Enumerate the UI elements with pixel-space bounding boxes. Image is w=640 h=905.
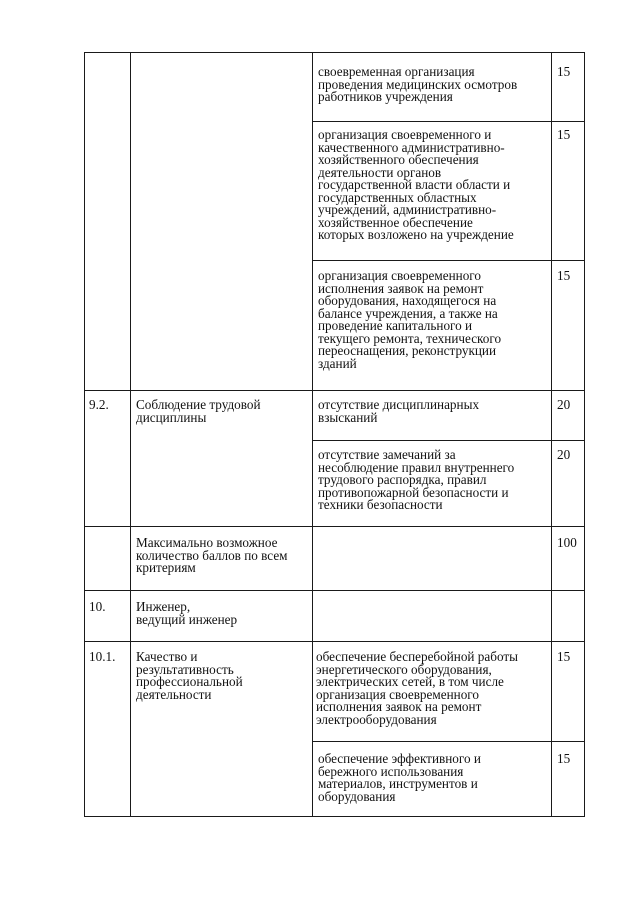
row-number: 10.1. bbox=[89, 649, 116, 664]
indicator-divider bbox=[312, 440, 585, 441]
column-divider-2 bbox=[312, 52, 313, 816]
indicator-text: отсутствие дисциплинарных взысканий bbox=[318, 397, 480, 425]
indicator-score: 15 bbox=[557, 64, 571, 79]
indicator-divider bbox=[312, 260, 585, 261]
column-divider-1 bbox=[130, 52, 131, 816]
indicator-score: 15 bbox=[557, 268, 571, 283]
indicator-text: отсутствие замечаний за несоблюдение правил внутреннего трудового распорядка, правил противопожарной безопасности и техники безопасности bbox=[318, 447, 515, 512]
row-divider bbox=[84, 390, 585, 391]
criterion-text: Инженер, ведущий инженер bbox=[136, 599, 238, 627]
row-number: 9.2. bbox=[89, 397, 109, 412]
criterion-text: Качество и результативность профессиональной деятельности bbox=[136, 649, 243, 702]
indicator-text: организация своевременного исполнения заявок на ремонт оборудования, находящегося на балансе учреждения, а также на проведение капитального и текущего ремонта, технического переоснащения, реконструкции зданий bbox=[318, 268, 502, 371]
table-border-left bbox=[84, 52, 85, 816]
row-number: 10. bbox=[89, 599, 106, 614]
row-divider bbox=[84, 526, 585, 527]
indicator-text: обеспечение эффективного и бережного использования материалов, инструментов и оборудования bbox=[318, 751, 481, 804]
row-divider bbox=[84, 590, 585, 591]
indicator-text: обеспечение бесперебойной работы энергетического оборудования, электрических сетей, в том числе организация своевременного исполнения заявок на ремонт электрооборудования bbox=[316, 649, 518, 727]
indicator-divider bbox=[312, 121, 585, 122]
column-divider-3 bbox=[551, 52, 552, 816]
table-border-bottom bbox=[84, 816, 585, 817]
indicator-score: 15 bbox=[557, 649, 571, 664]
row-divider bbox=[84, 641, 585, 642]
indicator-text: своевременная организация проведения медицинских осмотров работников учреждения bbox=[318, 64, 518, 104]
indicator-score: 15 bbox=[557, 751, 571, 766]
indicator-text: организация своевременного и качественного административно- хозяйственного обеспечения деятельности органов государственной власти области и государственных областных учреждений, административно- хозяйственное обеспечение которых возложено на учреждение bbox=[318, 127, 514, 242]
table-border-top bbox=[84, 52, 585, 53]
indicator-score: 15 bbox=[557, 127, 571, 142]
criterion-text: Максимально возможное количество баллов по всем критериям bbox=[136, 535, 288, 575]
indicator-divider bbox=[312, 741, 585, 742]
indicator-score: 20 bbox=[557, 447, 571, 462]
indicator-score: 20 bbox=[557, 397, 571, 412]
table-border-right bbox=[584, 52, 585, 816]
indicator-score: 100 bbox=[557, 535, 577, 550]
criterion-text: Соблюдение трудовой дисциплины bbox=[136, 397, 261, 425]
